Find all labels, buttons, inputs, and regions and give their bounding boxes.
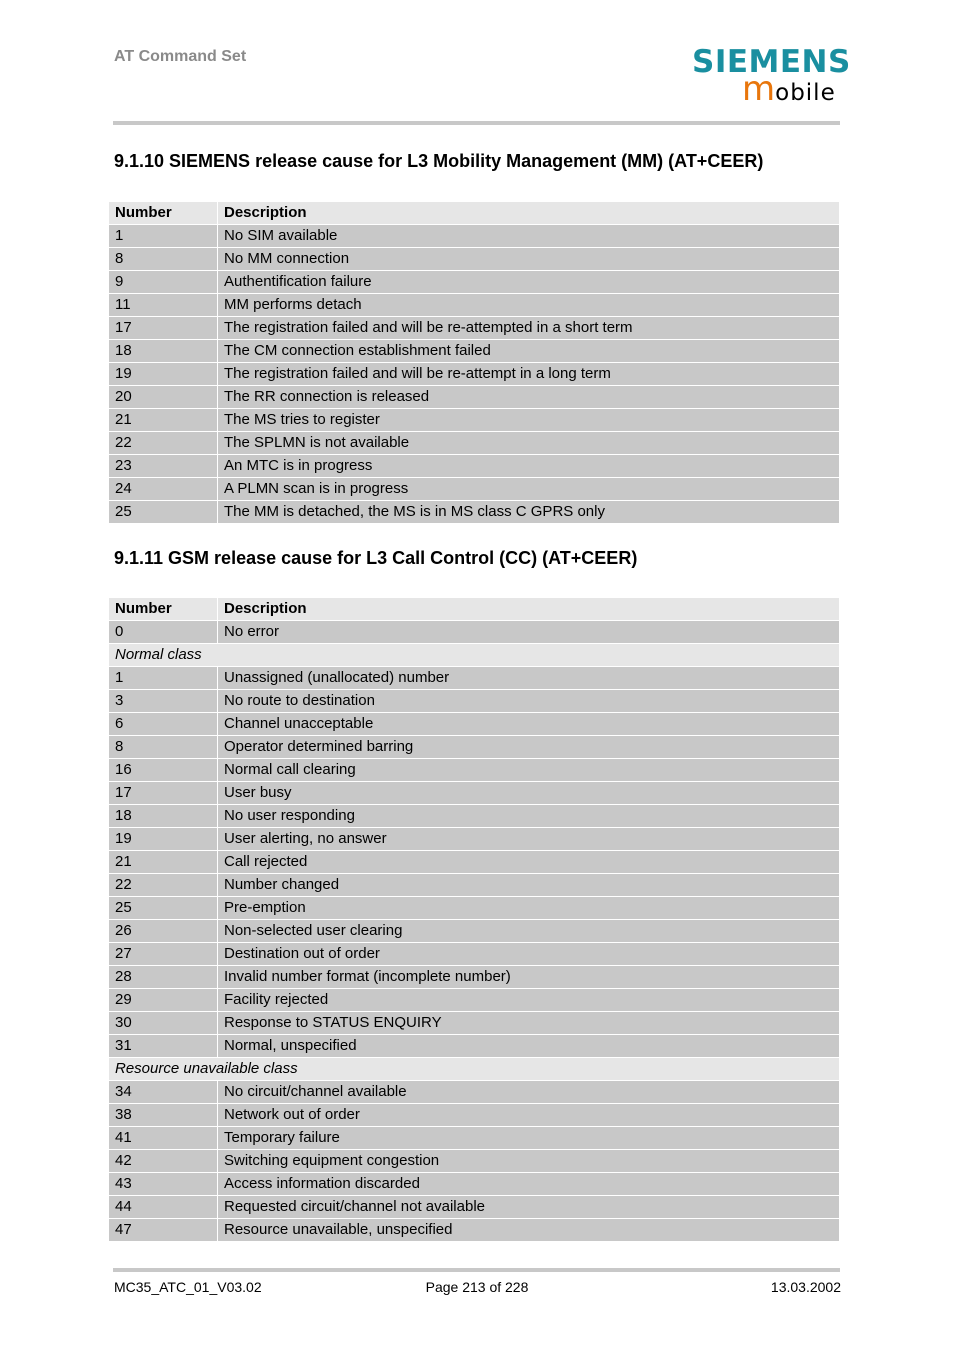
cause-description: The registration failed and will be re-attempt in a long term — [218, 363, 840, 386]
cause-number: 30 — [109, 1012, 218, 1035]
cause-number: 18 — [109, 805, 218, 828]
cause-number: 1 — [109, 225, 218, 248]
cause-number: 44 — [109, 1196, 218, 1219]
header-number: Number — [109, 598, 218, 621]
table-row — [109, 432, 840, 455]
cause-description: Network out of order — [218, 1104, 840, 1127]
cause-number: 41 — [109, 1127, 218, 1150]
cause-number: 22 — [109, 874, 218, 897]
table-row — [109, 667, 840, 690]
table-row — [109, 386, 840, 409]
table-header-row — [109, 202, 840, 225]
cause-number: 18 — [109, 340, 218, 363]
cause-number: 19 — [109, 363, 218, 386]
cause-description: Call rejected — [218, 851, 840, 874]
cause-number: 21 — [109, 409, 218, 432]
table-header-row — [109, 598, 840, 621]
table-row — [109, 294, 840, 317]
class-row — [109, 644, 840, 667]
cause-description: Non-selected user clearing — [218, 920, 840, 943]
cc-cause-table — [108, 597, 840, 1242]
header-description: Description — [218, 202, 840, 225]
cause-description: Normal call clearing — [218, 759, 840, 782]
table-row — [109, 989, 840, 1012]
header-description: Description — [218, 598, 840, 621]
cause-number: 3 — [109, 690, 218, 713]
cause-number: 17 — [109, 782, 218, 805]
table-row — [109, 851, 840, 874]
cause-description: Operator determined barring — [218, 736, 840, 759]
table-row — [109, 1127, 840, 1150]
cause-description: The RR connection is released — [218, 386, 840, 409]
cause-number: 29 — [109, 989, 218, 1012]
cause-description: Facility rejected — [218, 989, 840, 1012]
cause-description: The SPLMN is not available — [218, 432, 840, 455]
logo-brand: SIEMENS — [692, 44, 851, 80]
cause-description: Authentification failure — [218, 271, 840, 294]
cause-number: 24 — [109, 478, 218, 501]
cause-number: 28 — [109, 966, 218, 989]
table-row — [109, 409, 840, 432]
table-row — [109, 1012, 840, 1035]
table-row — [109, 317, 840, 340]
cause-description: No route to destination — [218, 690, 840, 713]
table-row — [109, 271, 840, 294]
table-row — [109, 782, 840, 805]
cause-number: 38 — [109, 1104, 218, 1127]
table-row — [109, 1219, 840, 1242]
table-row — [109, 805, 840, 828]
cause-description: User alerting, no answer — [218, 828, 840, 851]
mm-cause-table — [108, 201, 840, 524]
logo-rest: obile — [775, 80, 836, 106]
cause-number: 22 — [109, 432, 218, 455]
table-row — [109, 455, 840, 478]
table-row — [109, 1173, 840, 1196]
table-row — [109, 501, 840, 524]
table-row — [109, 621, 840, 644]
cause-description: No circuit/channel available — [218, 1081, 840, 1104]
section-title-mm: 9.1.10 SIEMENS release cause for L3 Mobility Management (MM) (AT+CEER) — [114, 151, 764, 171]
cause-description: No MM connection — [218, 248, 840, 271]
table-row — [109, 1104, 840, 1127]
cause-number: 11 — [109, 294, 218, 317]
cause-description: User busy — [218, 782, 840, 805]
class-label: Normal class — [109, 644, 840, 667]
table-row — [109, 920, 840, 943]
table-row — [109, 897, 840, 920]
cause-number: 25 — [109, 897, 218, 920]
header-number: Number — [109, 202, 218, 225]
cause-description: The MM is detached, the MS is in MS class C GPRS only — [218, 501, 840, 524]
footer-doc-id: MC35_ATC_01_V03.02 — [114, 1279, 262, 1295]
cause-number: 47 — [109, 1219, 218, 1242]
cause-description: Normal, unspecified — [218, 1035, 840, 1058]
table-row — [109, 478, 840, 501]
cause-number: 17 — [109, 317, 218, 340]
cause-number: 16 — [109, 759, 218, 782]
header-title: AT Command Set — [114, 48, 247, 65]
table-row — [109, 1081, 840, 1104]
cause-description: Unassigned (unallocated) number — [218, 667, 840, 690]
table-row — [109, 828, 840, 851]
cause-number: 6 — [109, 713, 218, 736]
table-row — [109, 943, 840, 966]
cause-number: 26 — [109, 920, 218, 943]
logo-m: m — [742, 69, 776, 109]
header-rule — [113, 121, 840, 125]
table-row — [109, 736, 840, 759]
logo-mobile — [742, 69, 836, 110]
cause-description: Channel unacceptable — [218, 713, 840, 736]
cause-number: 8 — [109, 248, 218, 271]
footer-date: 13.03.2002 — [770, 1279, 841, 1295]
table-row — [109, 966, 840, 989]
class-row — [109, 1058, 840, 1081]
cause-number: 0 — [109, 621, 218, 644]
cause-description: No SIM available — [218, 225, 840, 248]
cause-number: 23 — [109, 455, 218, 478]
siemens-mobile-logo — [690, 44, 851, 109]
cause-description: Invalid number format (incomplete number) — [218, 966, 840, 989]
table-row — [109, 874, 840, 897]
cause-number: 1 — [109, 667, 218, 690]
footer-rule — [113, 1268, 840, 1272]
footer-page-number: Page 213 of 228 — [425, 1279, 529, 1295]
cause-number: 25 — [109, 501, 218, 524]
cause-description: The registration failed and will be re-attempted in a short term — [218, 317, 840, 340]
table-row — [109, 248, 840, 271]
section-title-cc: 9.1.11 GSM release cause for L3 Call Control (CC) (AT+CEER) — [114, 548, 638, 568]
cause-number: 21 — [109, 851, 218, 874]
cause-description: Destination out of order — [218, 943, 840, 966]
table-row — [109, 363, 840, 386]
cause-description: Requested circuit/channel not available — [218, 1196, 840, 1219]
cause-description: An MTC is in progress — [218, 455, 840, 478]
cause-number: 19 — [109, 828, 218, 851]
cause-description: MM performs detach — [218, 294, 840, 317]
table-row — [109, 1150, 840, 1173]
cause-description: Switching equipment congestion — [218, 1150, 840, 1173]
table-row — [109, 1035, 840, 1058]
cause-number: 8 — [109, 736, 218, 759]
cause-number: 34 — [109, 1081, 218, 1104]
cause-description: The MS tries to register — [218, 409, 840, 432]
table-row — [109, 340, 840, 363]
table-row — [109, 713, 840, 736]
table-row — [109, 759, 840, 782]
cause-number: 27 — [109, 943, 218, 966]
cause-description: Resource unavailable, unspecified — [218, 1219, 840, 1242]
cause-number: 31 — [109, 1035, 218, 1058]
cause-description: Access information discarded — [218, 1173, 840, 1196]
cause-description: No user responding — [218, 805, 840, 828]
table-row — [109, 225, 840, 248]
cause-description: No error — [218, 621, 840, 644]
cause-number: 9 — [109, 271, 218, 294]
class-label: Resource unavailable class — [109, 1058, 840, 1081]
cause-description: Response to STATUS ENQUIRY — [218, 1012, 840, 1035]
cause-description: The CM connection establishment failed — [218, 340, 840, 363]
table-row — [109, 1196, 840, 1219]
cause-description: Number changed — [218, 874, 840, 897]
cause-number: 20 — [109, 386, 218, 409]
cause-description: Temporary failure — [218, 1127, 840, 1150]
cause-number: 42 — [109, 1150, 218, 1173]
cause-description: A PLMN scan is in progress — [218, 478, 840, 501]
table-row — [109, 690, 840, 713]
cause-number: 43 — [109, 1173, 218, 1196]
cause-description: Pre-emption — [218, 897, 840, 920]
